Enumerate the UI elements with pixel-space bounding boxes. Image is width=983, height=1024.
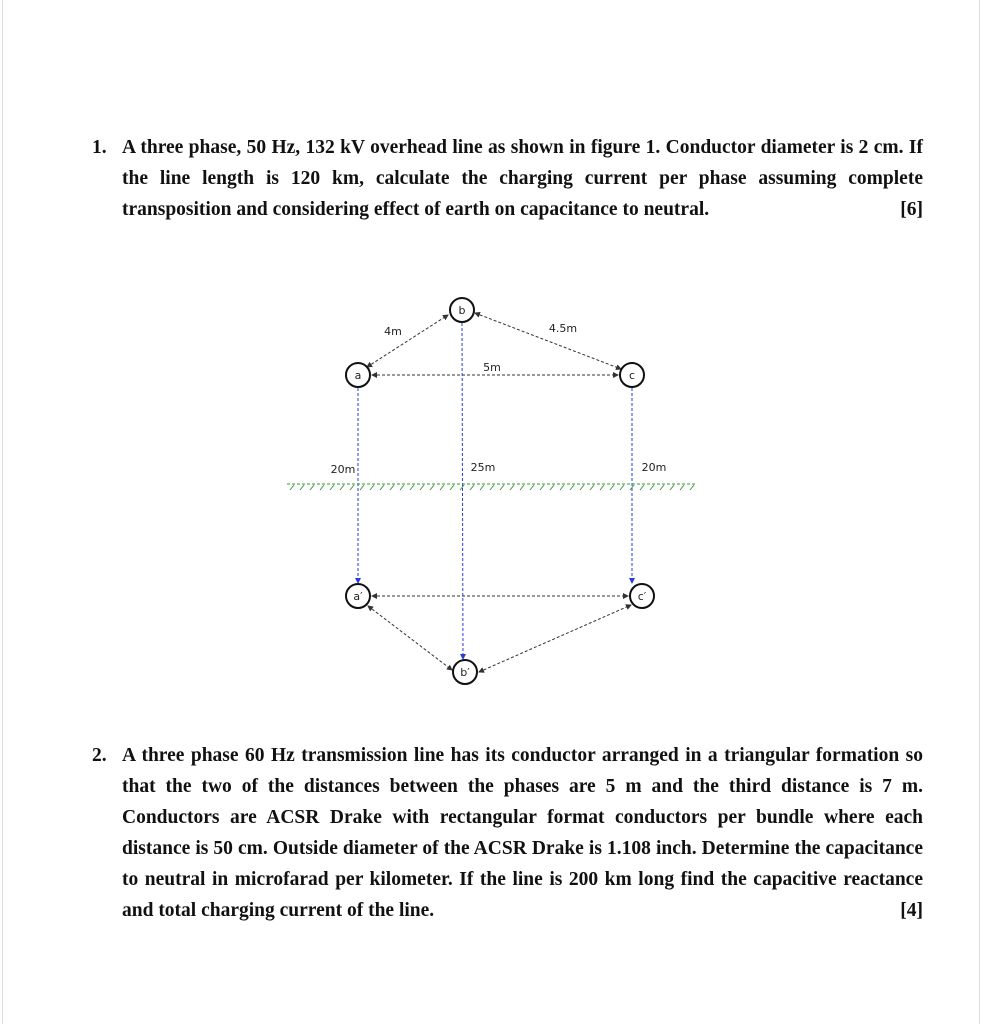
ground-line [287,484,697,490]
question-number: 2. [92,745,107,766]
label-distance-ac: 5m [483,361,501,374]
label-a: a [354,369,362,382]
question-2 [92,740,923,926]
label-height-a: 20m [330,463,356,476]
label-c: c [628,369,636,382]
distance-ab-img [368,606,452,670]
label-b-img: b′ [460,666,470,679]
question-marks: [6] [900,199,923,220]
question-number: 1. [92,137,107,158]
question-text: A three phase, 50 Hz, 132 kV overhead line as shown in figure 1. Conductor diameter is 2 cm. If the line length is 120 km, calculate the charging current per phase assuming complete transposition and considering effect of earth on capacitance to neutral. [122,137,923,220]
height-line-b [462,323,463,659]
label-a-img: a′ [353,590,363,603]
question-marks: [4] [900,900,923,921]
label-distance-ab: 4m [384,325,402,338]
distance-bc-img [479,605,631,672]
label-c-img: c′ [637,590,647,603]
label-height-c: 20m [641,461,667,474]
label-distance-bc: 4.5m [548,322,578,335]
label-b: b [458,304,466,317]
question-text: A three phase 60 Hz transmission line has its conductor arranged in a triangular formation so that the two of the distances between the phases are 5 m and the third distance is 7 m. Conductors are ACSR Drake with rectangular format conductors per bundle where each distance is 50 cm. Outside diameter of the ACSR Drake is 1.108 inch. Determine the capacitance to neutral in microfarad per kilometer. If the line is 200 km long find the capacitive reactance and total charging current of the line. [122,745,923,921]
distance-ab [367,315,448,367]
label-height-b: 25m [470,461,496,474]
